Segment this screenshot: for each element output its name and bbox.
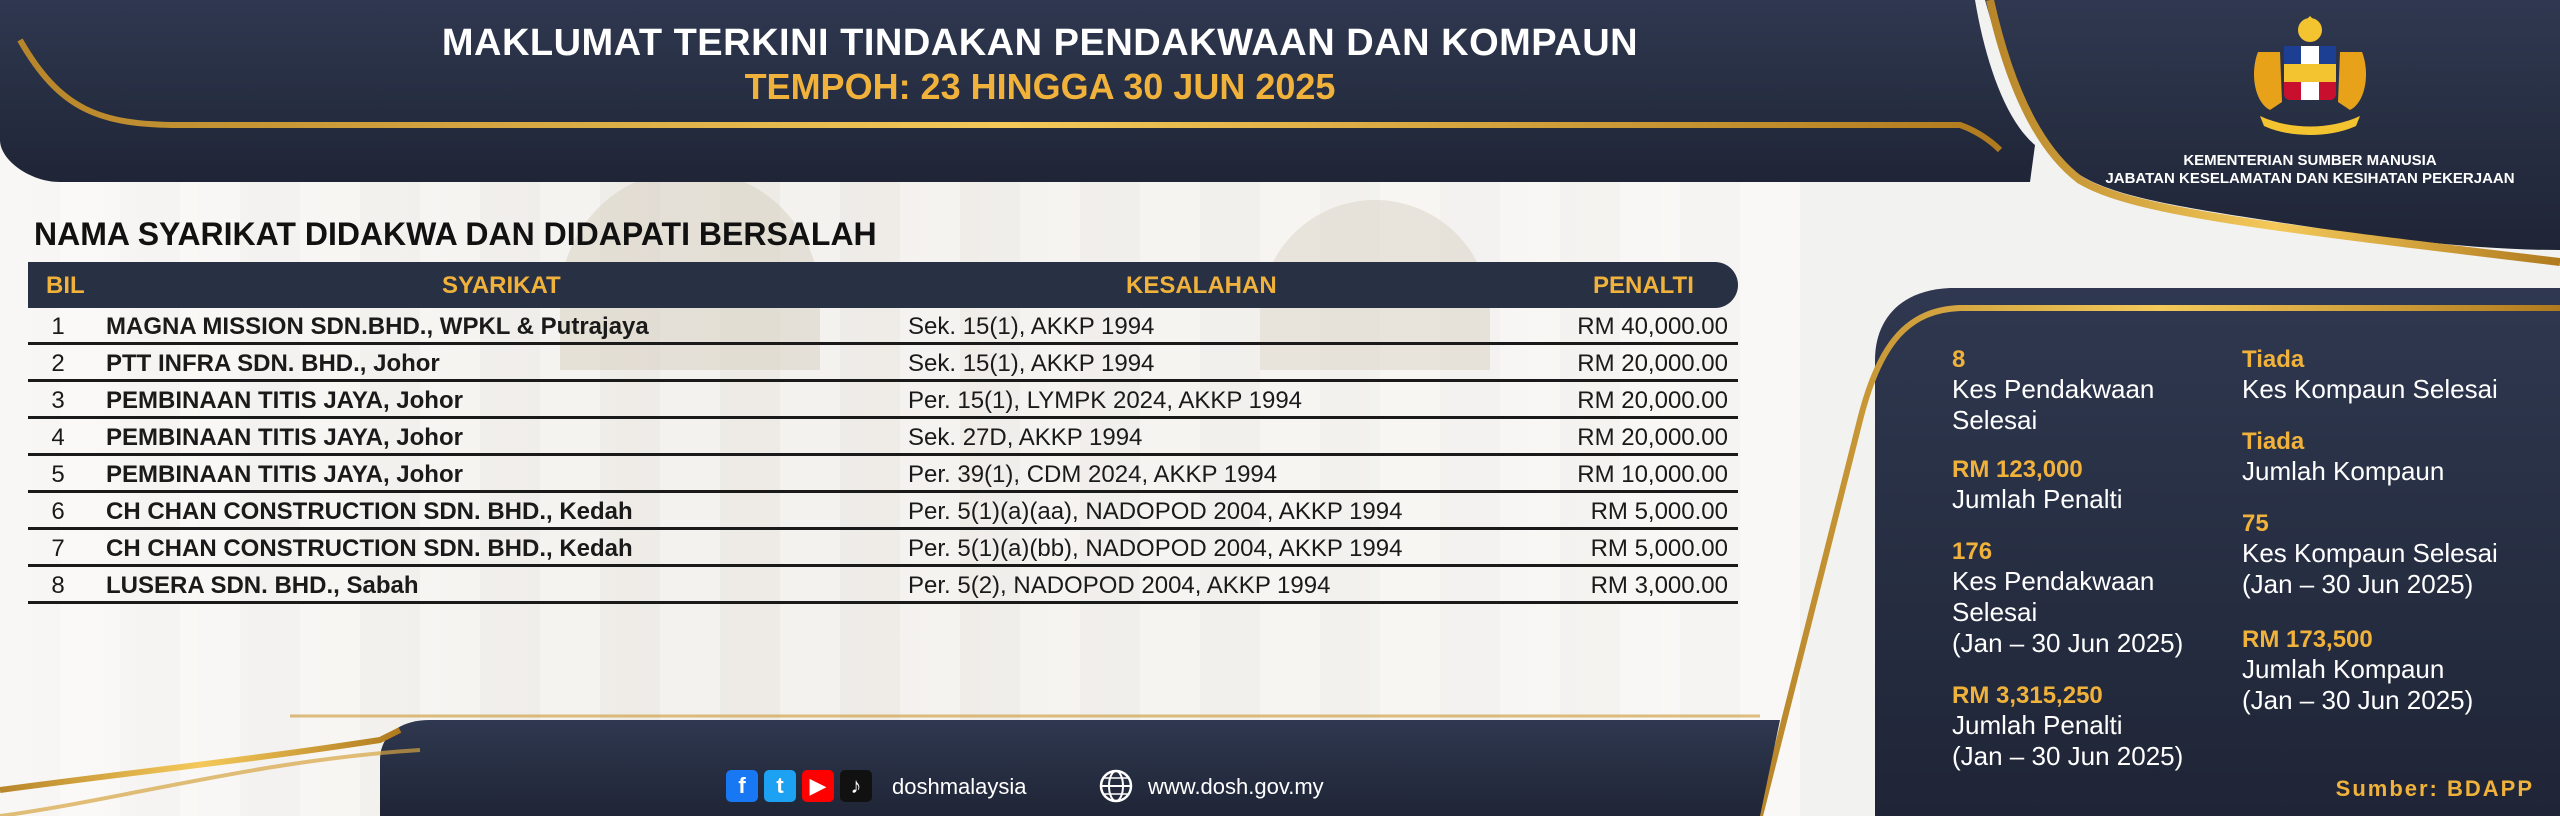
stat-value: 8 — [1952, 346, 1966, 373]
cell-offence: Per. 5(2), NADOPOD 2004, AKKP 1994 — [908, 572, 1331, 599]
cell-company: PEMBINAAN TITIS JAYA, Johor — [106, 461, 463, 488]
cell-bil: 8 — [51, 572, 65, 599]
cell-offence: Per. 15(1), LYMPK 2024, AKKP 1994 — [908, 387, 1303, 414]
table-row — [28, 345, 1738, 382]
column-header-kesalahan: KESALAHAN — [1126, 272, 1277, 299]
cell-company: PTT INFRA SDN. BHD., Johor — [106, 350, 440, 377]
cell-offence: Sek. 15(1), AKKP 1994 — [908, 350, 1155, 377]
cell-penalty: RM 20,000.00 — [1577, 387, 1728, 414]
stat-label: Kes Kompaun Selesai — [2242, 374, 2498, 404]
table-row — [28, 456, 1738, 493]
page-title: MAKLUMAT TERKINI TINDAKAN PENDAKWAAN DAN KOMPAUN — [441, 22, 1639, 64]
stat-block — [1952, 456, 2242, 515]
twitter-icon[interactable]: t — [764, 770, 796, 802]
table-row — [28, 382, 1738, 419]
cell-penalty: RM 20,000.00 — [1577, 350, 1728, 377]
cell-bil: 6 — [51, 498, 65, 525]
cell-offence: Sek. 15(1), AKKP 1994 — [908, 313, 1155, 340]
stat-label: Jumlah Kompaun — [2242, 456, 2445, 486]
table-header — [28, 262, 1738, 308]
cell-company: CH CHAN CONSTRUCTION SDN. BHD., Kedah — [106, 535, 633, 562]
stat-value: RM 173,500 — [2242, 626, 2373, 653]
table-row — [28, 308, 1738, 345]
source-label: Sumber: BDAPP — [2335, 776, 2534, 801]
stat-block — [2242, 346, 2532, 405]
cell-offence: Per. 39(1), CDM 2024, AKKP 1994 — [908, 461, 1278, 488]
stat-block — [2242, 510, 2532, 600]
youtube-icon[interactable]: ▶ — [802, 770, 834, 802]
stat-value: 75 — [2242, 510, 2269, 537]
cell-offence: Sek. 27D, AKKP 1994 — [908, 424, 1143, 451]
cell-bil: 5 — [51, 461, 65, 488]
cell-offence: Per. 5(1)(a)(aa), NADOPOD 2004, AKKP 1994 — [908, 498, 1403, 525]
cell-penalty: RM 40,000.00 — [1577, 313, 1728, 340]
department-name: JABATAN KESELAMATAN DAN KESIHATAN PEKERJAAN — [2105, 170, 2515, 187]
facebook-icon[interactable]: f — [726, 770, 758, 802]
table-row — [28, 567, 1738, 604]
stat-block — [2242, 428, 2532, 487]
stat-value: RM 3,315,250 — [1952, 682, 2103, 709]
stat-label: Jumlah Penalti (Jan – 30 Jun 2025) — [1952, 710, 2184, 771]
cell-offence: Per. 5(1)(a)(bb), NADOPOD 2004, AKKP 1994 — [908, 535, 1403, 562]
stat-block — [2242, 626, 2532, 716]
stat-label: Kes Kompaun Selesai (Jan – 30 Jun 2025) — [2242, 538, 2498, 599]
section-title: NAMA SYARIKAT DIDAKWA DAN DIDAPATI BERSALAH — [34, 216, 877, 252]
stat-label: Jumlah Penalti — [1952, 484, 2123, 514]
website-link[interactable]: www.dosh.gov.my — [1148, 774, 1324, 799]
stat-block — [1952, 682, 2242, 772]
cell-company: LUSERA SDN. BHD., Sabah — [106, 572, 419, 599]
cell-company: MAGNA MISSION SDN.BHD., WPKL & Putrajaya — [106, 313, 649, 340]
cell-company: PEMBINAAN TITIS JAYA, Johor — [106, 424, 463, 451]
cell-company: PEMBINAAN TITIS JAYA, Johor — [106, 387, 463, 414]
stat-label: Kes Pendakwaan Selesai (Jan – 30 Jun 2025) — [1952, 566, 2184, 658]
stat-block — [1952, 538, 2242, 659]
stat-block — [1952, 346, 2242, 436]
table-row — [28, 530, 1738, 567]
cell-bil: 4 — [51, 424, 65, 451]
malaysia-coat-of-arms-logo — [2240, 12, 2380, 142]
cell-company: CH CHAN CONSTRUCTION SDN. BHD., Kedah — [106, 498, 633, 525]
table-row — [28, 493, 1738, 530]
cell-bil: 1 — [51, 313, 65, 340]
tiktok-icon[interactable]: ♪ — [840, 770, 872, 802]
column-header-syarikat: SYARIKAT — [442, 272, 561, 299]
social-handle[interactable]: doshmalaysia — [892, 774, 1027, 799]
stat-label: Jumlah Kompaun (Jan – 30 Jun 2025) — [2242, 654, 2474, 715]
stat-label: Kes Pendakwaan Selesai — [1952, 374, 2155, 435]
globe-icon — [1098, 768, 1134, 804]
stat-value: 176 — [1952, 538, 1993, 565]
column-header-penalti: PENALTI — [1593, 272, 1694, 299]
statistics-panel — [1940, 330, 2560, 816]
stat-value: Tiada — [2242, 428, 2305, 455]
cell-penalty: RM 10,000.00 — [1577, 461, 1728, 488]
stat-value: Tiada — [2242, 346, 2305, 373]
column-header-bil: BIL — [46, 272, 85, 299]
cell-penalty: RM 3,000.00 — [1590, 572, 1728, 599]
table-row — [28, 419, 1738, 456]
ministry-name: KEMENTERIAN SUMBER MANUSIA — [2183, 152, 2437, 169]
cell-bil: 3 — [51, 387, 65, 414]
stat-value: RM 123,000 — [1952, 456, 2083, 483]
cell-penalty: RM 5,000.00 — [1590, 535, 1728, 562]
prosecution-table — [28, 262, 1738, 604]
cell-penalty: RM 5,000.00 — [1590, 498, 1728, 525]
cell-bil: 2 — [51, 350, 65, 377]
period-subtitle: TEMPOH: 23 HINGGA 30 JUN 2025 — [744, 66, 1336, 107]
cell-bil: 7 — [51, 535, 65, 562]
cell-penalty: RM 20,000.00 — [1577, 424, 1728, 451]
